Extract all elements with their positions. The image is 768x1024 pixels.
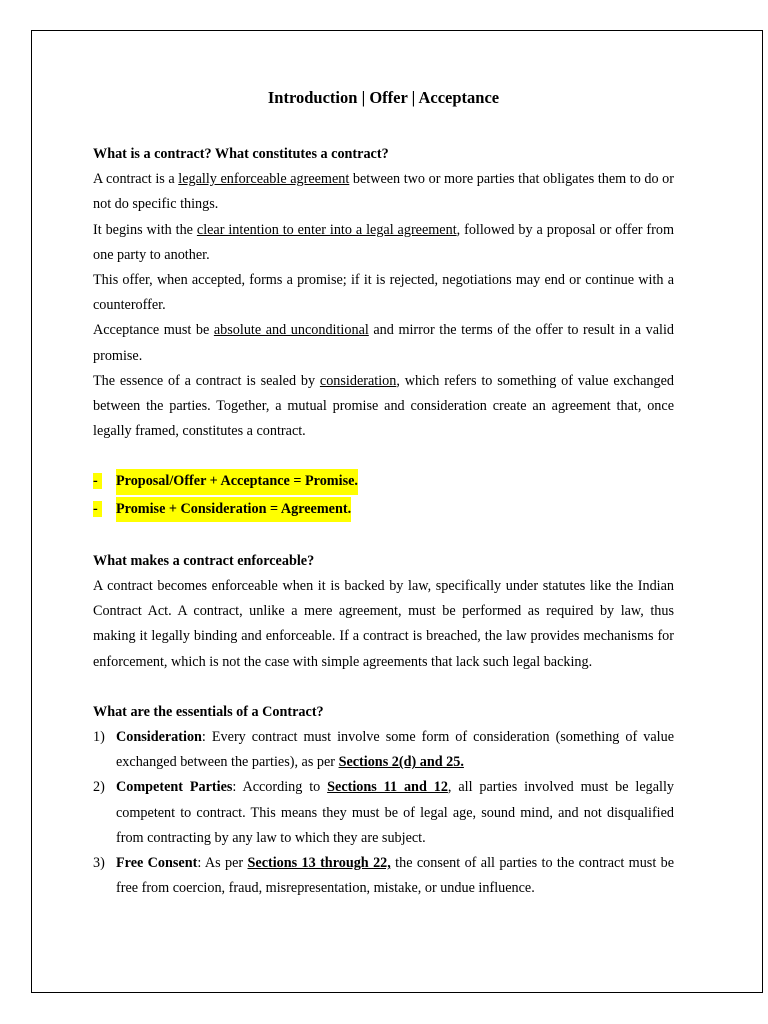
- formula-line: [93, 497, 674, 522]
- text-run: : Every contract must involve some form of consideration (something of value exchanged between the parties), as per: [116, 729, 674, 771]
- text-run: The essence of a contract is sealed by: [93, 372, 320, 389]
- text-run: : As per: [197, 855, 248, 872]
- spacer: [93, 675, 674, 700]
- list-item-text: [116, 775, 674, 851]
- section-reference: Sections 2(d) and 25.: [338, 754, 464, 771]
- list-number: 2): [93, 779, 105, 796]
- text-run: , followed by a proposal or offer from one party to another.: [93, 221, 675, 263]
- section-reference: Sections 13 through 22,: [247, 855, 391, 872]
- paragraph-offer: This offer, when accepted, forms a promise; if it is rejected, negotiations may end or continue with a counteroffer.: [93, 272, 674, 314]
- list-item: [93, 775, 674, 851]
- text-run: , all parties involved must be legally competent to contract. This means they must be of legal age, sound mind, and not disqualified from contracting by any law to which they are subject.: [116, 779, 674, 846]
- list-item-text: [116, 851, 674, 901]
- text-run: between two or more parties that obligates them to do or not do specific things.: [93, 171, 674, 213]
- paragraph-intention: [93, 218, 674, 268]
- section-heading-essentials: What are the essentials of a Contract?: [93, 703, 324, 720]
- text-run: : According to: [232, 779, 328, 796]
- text-run: Acceptance must be: [93, 322, 214, 339]
- section-reference: Sections 11 and 12: [327, 779, 448, 796]
- spacer: [93, 444, 674, 469]
- text-run: It begins with the: [93, 221, 197, 238]
- document-title: Introduction | Offer | Acceptance: [267, 88, 500, 107]
- text-run: , which refers to something of value exchanged between the parties. Together, a mutual promise and consideration create an agreement that, once legally framed, constitutes a contract.: [93, 372, 674, 440]
- paragraph-enforceable: A contract becomes enforceable when it is backed by law, specifically under statutes like the Indian Contract Act. A contract, unlike a mere agreement, must be performed as required by law, thus making it legally binding and enforceable. If a contract is breached, the law provides mechanisms for enforcement, which is not the case with simple agreements that lack such legal backing.: [93, 578, 674, 670]
- list-term: Free Consent: [116, 855, 198, 872]
- list-term: Consideration: [116, 729, 202, 746]
- formula-line: [93, 469, 674, 494]
- section-heading-what-is-contract: What is a contract? What constitutes a contract?: [93, 146, 389, 162]
- highlight-dash: -: [93, 473, 102, 489]
- formula-text: Proposal/Offer + Acceptance = Promise.: [116, 469, 358, 494]
- highlight-dash: -: [93, 501, 102, 517]
- list-term: Competent Parties: [116, 779, 233, 796]
- list-item: [93, 851, 674, 901]
- underlined-term: absolute and unconditional: [213, 322, 369, 339]
- document-body: [93, 86, 674, 901]
- list-number: 3): [93, 855, 105, 872]
- text-run: and mirror the terms of the offer to result in a valid promise.: [93, 322, 674, 364]
- paragraph-definition: [93, 167, 674, 217]
- underlined-term: consideration: [319, 372, 397, 389]
- paragraph-acceptance: [93, 318, 674, 368]
- text-run: A contract is a: [93, 171, 179, 188]
- list-item-text: [116, 725, 674, 775]
- list-number: 1): [93, 729, 105, 746]
- list-item: [93, 725, 674, 775]
- section-heading-enforceable: What makes a contract enforceable?: [93, 552, 315, 569]
- underlined-term: clear intention to enter into a legal agreement: [196, 221, 457, 238]
- formula-text: Promise + Consideration = Agreement.: [116, 497, 351, 522]
- formula-dash: [93, 469, 116, 494]
- text-run: the consent of all parties to the contract must be free from coercion, fraud, misrepresentation, mistake, or undue influence.: [116, 855, 675, 897]
- formula-dash: [93, 497, 116, 522]
- underlined-term: legally enforceable agreement: [178, 171, 350, 188]
- paragraph-consideration: [93, 369, 674, 445]
- spacer: [93, 524, 674, 549]
